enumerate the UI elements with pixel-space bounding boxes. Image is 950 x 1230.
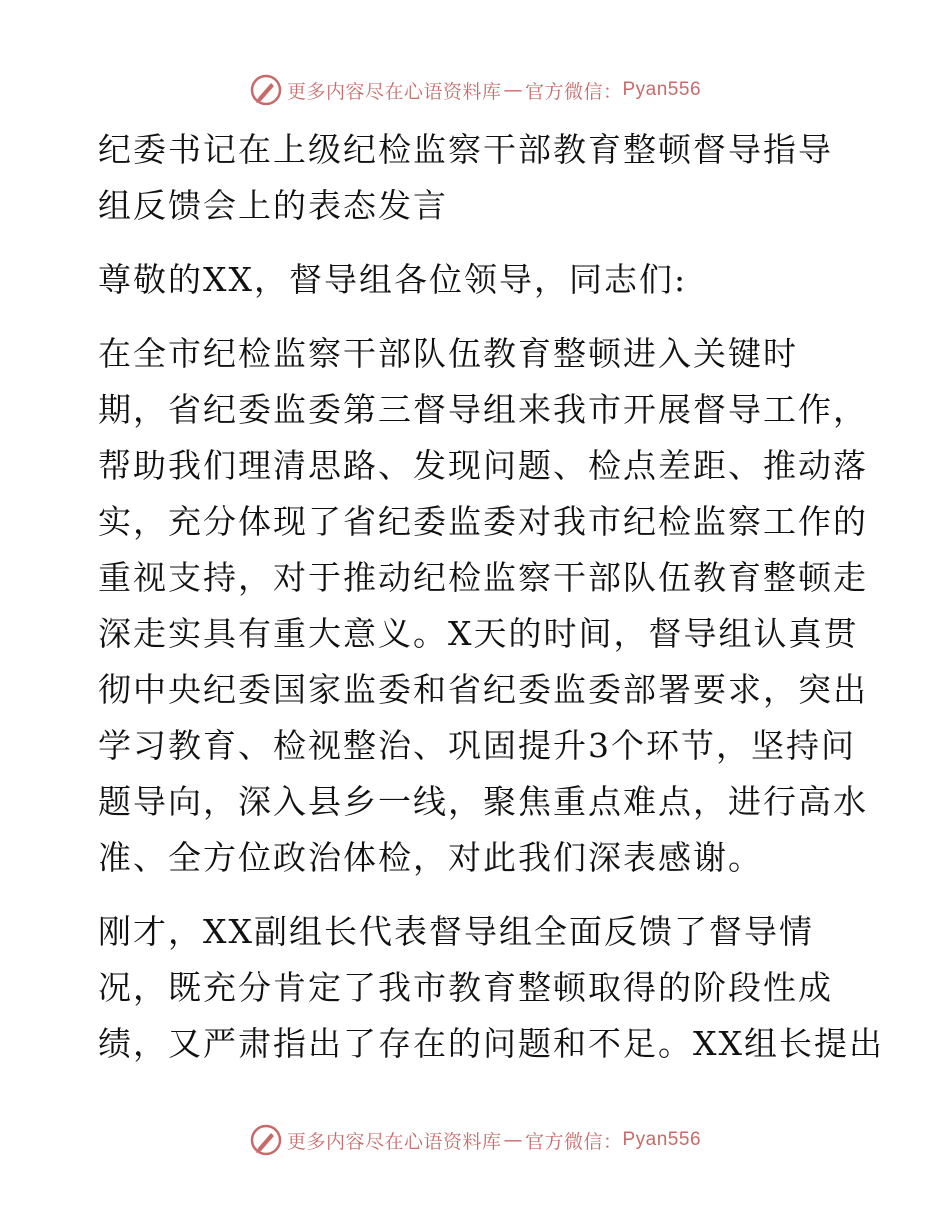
watermark-separator: —: [503, 1129, 523, 1151]
paragraph-line: 绩，又严肃指出了存在的问题和不足。XX组长提出: [98, 1024, 884, 1063]
paragraph-line: 题导向，深入县乡一线，聚焦重点难点，进行高水: [98, 782, 868, 821]
paragraph-line: 帮助我们理清思路、发现问题、检点差距、推动落: [98, 446, 868, 485]
title-line: 纪委书记在上级纪检监察干部教育整顿督导指导: [98, 130, 833, 169]
paragraph-line: 实，充分体现了省纪委监委对我市纪检监察工作的: [98, 502, 868, 541]
paragraph-line: 在全市纪检监察干部队伍教育整顿进入关键时: [98, 334, 798, 373]
watermark-account: Pyan556: [622, 79, 702, 100]
watermark-header: [0, 70, 950, 110]
paragraph-line: 深走实具有重大意义。X天的时间，督导组认真贯: [98, 614, 859, 653]
paragraph-line: 重视支持，对于推动纪检监察干部队伍教育整顿走: [98, 558, 868, 597]
paragraph-line: 学习教育、检视整治、巩固提升3个环节，坚持问: [98, 726, 856, 765]
watermark-footer: [0, 1120, 950, 1160]
watermark-label: 官方微信：: [524, 80, 623, 103]
document-title: [98, 122, 858, 234]
watermark-text: 更多内容尽在心语资料库: [286, 1130, 502, 1153]
watermark-text: 更多内容尽在心语资料库: [286, 80, 502, 103]
paragraph-line: 况，既充分肯定了我市教育整顿取得的阶段性成: [98, 968, 833, 1007]
watermark-separator: —: [503, 79, 523, 101]
paragraph-2: [98, 904, 884, 1072]
paragraph-line: 准、全方位政治体检，对此我们深表感谢。: [98, 838, 763, 877]
salutation: 尊敬的XX，督导组各位领导，同志们:: [98, 260, 688, 299]
watermark-account: Pyan556: [622, 1129, 702, 1150]
pen-logo-icon: [249, 73, 283, 107]
title-line: 组反馈会上的表态发言: [98, 186, 448, 225]
paragraph-1: [98, 326, 868, 886]
paragraph-line: 刚才，XX副组长代表督导组全面反馈了督导情: [98, 912, 814, 951]
paragraph-line: 彻中央纪委国家监委和省纪委监委部署要求，突出: [98, 670, 868, 709]
paragraph-line: 期，省纪委监委第三督导组来我市开展督导工作，: [98, 390, 868, 429]
watermark-label: 官方微信：: [524, 1130, 623, 1153]
document-body: [98, 122, 884, 1072]
pen-logo-icon: [249, 1123, 283, 1157]
